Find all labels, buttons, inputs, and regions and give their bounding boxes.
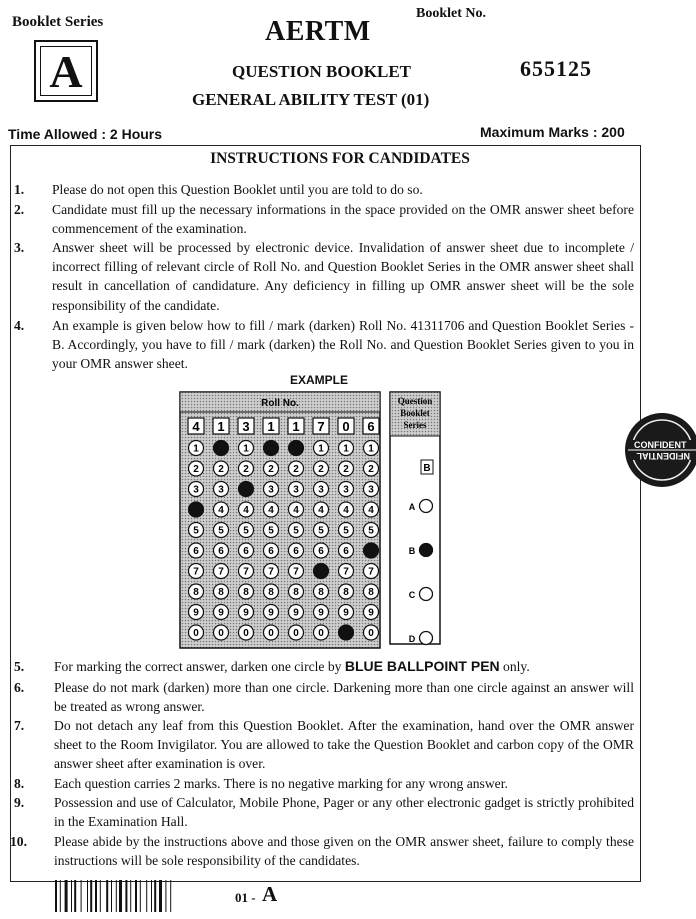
barcode-bar — [87, 880, 88, 912]
roll-bubble-filled — [264, 441, 279, 456]
roll-bubble-digit: 8 — [368, 587, 374, 598]
instruction-number: 2. — [14, 202, 25, 217]
roll-bubble-digit: 8 — [343, 587, 349, 598]
instruction-number: 6. — [14, 680, 25, 695]
instruction-text: Candidate must fill up the necessary informations in the space provided on the OMR answer sheet before commencement of the examination. — [52, 202, 634, 237]
roll-bubble-digit: 5 — [268, 525, 274, 537]
series-option-label: B — [408, 546, 416, 556]
roll-bubble-digit: 2 — [368, 464, 374, 475]
roll-digit: 1 — [267, 419, 275, 434]
booklet-series-label: Booklet Series — [12, 14, 104, 30]
roll-bubble-digit: 6 — [268, 546, 274, 557]
barcode-bar — [140, 880, 141, 912]
roll-bubble-digit: 4 — [293, 505, 299, 516]
roll-bubble-digit: 2 — [218, 464, 224, 475]
roll-bubble-digit: 1 — [368, 443, 374, 455]
roll-bubble-digit: 7 — [293, 566, 299, 578]
roll-digit: 4 — [192, 419, 200, 434]
roll-bubble-digit: 3 — [368, 484, 374, 496]
footer-code-letter: A — [262, 882, 278, 906]
roll-bubble-digit: 6 — [218, 546, 224, 557]
barcode-bar — [135, 880, 137, 912]
booklet-number: 655125 — [520, 56, 592, 81]
barcode-bar — [95, 880, 97, 912]
series-bubble-filled — [420, 544, 433, 557]
roll-bubble-digit: 1 — [318, 443, 324, 455]
barcode-bar — [170, 880, 171, 912]
roll-bubble-digit: 2 — [318, 464, 324, 475]
instruction-emphasis: BLUE BALLPOINT PEN — [344, 658, 500, 674]
instruction-number: 8. — [14, 776, 25, 791]
booklet-series-value: A — [40, 46, 92, 96]
series-option-label: C — [408, 590, 416, 600]
roll-bubble-filled — [339, 625, 354, 640]
roll-bubble-digit: 9 — [293, 607, 299, 619]
roll-column — [213, 418, 229, 640]
roll-bubble-digit: 6 — [243, 546, 249, 557]
roll-bubble-digit: 7 — [243, 566, 249, 578]
roll-bubble-digit: 4 — [268, 505, 274, 516]
barcode-bar — [119, 880, 122, 912]
exam-title: AERTM — [265, 16, 371, 47]
roll-bubble-digit: 5 — [368, 525, 374, 537]
roll-bubble-digit: 0 — [218, 628, 224, 639]
barcode-bar — [74, 880, 76, 912]
roll-bubble-digit: 2 — [193, 464, 199, 475]
roll-bubble-digit: 5 — [243, 525, 249, 537]
roll-bubble-digit: 9 — [318, 607, 324, 619]
roll-bubble-digit: 7 — [343, 566, 349, 578]
barcode-bar — [111, 880, 112, 912]
roll-bubble-digit: 5 — [193, 525, 199, 537]
roll-digit: 6 — [367, 419, 375, 434]
barcode-icon — [55, 880, 225, 912]
roll-bubble-digit: 4 — [218, 505, 224, 516]
roll-bubble-digit: 7 — [218, 566, 224, 578]
instruction-number: 10. — [10, 834, 27, 849]
series-header-line-1: Question — [397, 396, 433, 406]
instruction-text: Each question carries 2 marks. There is no negative marking for any wrong answer. — [54, 776, 508, 791]
roll-bubble-digit: 4 — [368, 505, 374, 516]
roll-bubble-filled — [364, 543, 379, 558]
instruction-text: Possession and use of Calculator, Mobile Phone, Pager or any other electronic gadget is strictly prohibited in the Examination Hall. — [54, 795, 634, 830]
roll-bubble-filled — [289, 441, 304, 456]
instruction-number: 3. — [14, 240, 25, 255]
roll-bubble-digit: 9 — [343, 607, 349, 619]
roll-bubble-filled — [239, 482, 254, 497]
barcode-bar — [146, 880, 147, 912]
roll-column — [238, 418, 254, 640]
instruction-text: An example is given below how to fill / mark (darken) Roll No. 41311706 and Question Booklet Series - B. Accordingly, you have to fill / mark (darken) the Roll No. and Question Booklet Series given to you in your OMR answer sheet. — [52, 318, 634, 372]
roll-column — [263, 418, 279, 640]
series-value: B — [423, 463, 431, 474]
barcode-bar — [125, 880, 127, 912]
barcode-bar — [159, 880, 162, 912]
series-header-line-3: Series — [403, 420, 427, 430]
roll-bubble-digit: 4 — [318, 505, 324, 516]
roll-bubble-digit: 0 — [193, 628, 199, 639]
barcode-bar — [60, 880, 61, 912]
booklet-series-box — [34, 40, 98, 102]
roll-bubble-digit: 5 — [318, 525, 324, 537]
series-option-label: A — [408, 502, 416, 512]
instruction-number: 5. — [14, 659, 25, 674]
roll-bubble-digit: 0 — [243, 628, 249, 639]
series-bubble — [420, 500, 433, 513]
instruction-text-part: only. — [499, 659, 530, 674]
roll-bubble-digit: 3 — [268, 484, 274, 496]
roll-no-grid — [180, 392, 380, 648]
roll-digit: 1 — [217, 419, 225, 434]
instruction-text: Answer sheet will be processed by electronic device. Invalidation of answer sheet due to incomplete / incorrect filling of relevant circle of Roll No. and Question Booklet Series in the OMR answer sheet shall result in cancellation of candidature. Any deficiency in filling up OMR answer sheet will be the sole responsibility of the candidate. — [52, 240, 634, 313]
roll-bubble-digit: 8 — [268, 587, 274, 598]
series-bubble — [420, 632, 433, 645]
instruction-text: Please abide by the instructions above and those given on the OMR answer sheet, failure to comply these instructions will be sole responsibility of the candidates. — [54, 834, 634, 869]
roll-bubble-digit: 2 — [293, 464, 299, 475]
roll-bubble-digit: 2 — [243, 464, 249, 475]
roll-bubble-digit: 9 — [193, 607, 199, 619]
roll-bubble-digit: 0 — [318, 628, 324, 639]
roll-bubble-digit: 1 — [343, 443, 349, 455]
example-label: EXAMPLE — [290, 373, 349, 387]
barcode-bar — [100, 880, 101, 912]
barcode-bar — [130, 880, 131, 912]
roll-bubble-digit: 3 — [318, 484, 324, 496]
roll-bubble-digit: 6 — [343, 546, 349, 557]
roll-bubble-digit: 8 — [318, 587, 324, 598]
barcode-bar — [106, 880, 108, 912]
roll-bubble-digit: 7 — [268, 566, 274, 578]
barcode-bar — [55, 880, 57, 912]
roll-bubble-filled — [189, 502, 204, 517]
roll-bubble-digit: 1 — [243, 443, 249, 455]
instruction-text: Please do not mark (darken) more than one circle. Darkening more than one circle against an answer will be treated as wrong answer. — [54, 680, 634, 715]
footer-code-number: 01 - — [235, 890, 256, 905]
maximum-marks: Maximum Marks : 200 — [480, 124, 625, 140]
roll-bubble-digit: 9 — [218, 607, 224, 619]
omr-example-figure — [178, 388, 442, 652]
roll-bubble-digit: 8 — [243, 587, 249, 598]
roll-digit: 0 — [342, 419, 350, 434]
roll-bubble-digit: 8 — [218, 587, 224, 598]
barcode-bar — [165, 880, 166, 912]
test-name: GENERAL ABILITY TEST (01) — [192, 90, 430, 109]
series-option-label: D — [408, 634, 416, 644]
roll-bubble-digit: 6 — [318, 546, 324, 557]
roll-bubble-digit: 0 — [293, 628, 299, 639]
roll-bubble-digit: 8 — [193, 587, 199, 598]
roll-digit: 7 — [317, 419, 325, 434]
instruction-text: Do not detach any leaf from this Question Booklet. After the examination, hand over the OMR answer sheet to the Room Invigilator. You are allowed to take the Question Booklet and carbon copy of the OMR answer sheet after examination is over. — [54, 718, 634, 772]
roll-bubble-digit: 0 — [368, 628, 374, 639]
roll-bubble-digit: 4 — [343, 505, 349, 516]
barcode-bar — [90, 880, 92, 912]
roll-bubble-digit: 7 — [193, 566, 199, 578]
roll-bubble-digit: 9 — [268, 607, 274, 619]
roll-digit: 3 — [242, 419, 250, 434]
booklet-type: QUESTION BOOKLET — [232, 62, 412, 81]
barcode-bar — [71, 880, 72, 912]
barcode-bar — [116, 880, 117, 912]
roll-column — [288, 418, 304, 640]
roll-bubble-digit: 3 — [218, 484, 224, 496]
barcode-bar — [154, 880, 156, 912]
instruction-number: 7. — [14, 718, 25, 733]
roll-bubble-digit: 7 — [368, 566, 374, 578]
series-column — [390, 392, 440, 645]
barcode-bar — [65, 880, 68, 912]
roll-column — [363, 418, 379, 640]
roll-bubble-filled — [214, 441, 229, 456]
roll-digit: 1 — [292, 419, 300, 434]
instruction-text-part: For marking the correct answer, darken one circle by — [54, 659, 345, 674]
instructions-heading: INSTRUCTIONS FOR CANDIDATES — [210, 150, 470, 167]
barcode-bar — [151, 880, 152, 912]
roll-bubble-filled — [314, 564, 329, 579]
roll-bubble-digit: 3 — [293, 484, 299, 496]
series-header-line-2: Booklet — [400, 408, 430, 418]
roll-bubble-digit: 5 — [343, 525, 349, 537]
roll-bubble-digit: 8 — [293, 587, 299, 598]
roll-bubble-digit: 6 — [193, 546, 199, 557]
roll-no-header: Roll No. — [261, 398, 299, 409]
series-bubble — [420, 588, 433, 601]
roll-bubble-digit: 2 — [343, 464, 349, 475]
time-allowed: Time Allowed : 2 Hours — [8, 126, 163, 142]
roll-column — [313, 418, 329, 640]
roll-column — [338, 418, 354, 640]
roll-bubble-digit: 9 — [243, 607, 249, 619]
seal-text-bottom: NFIDENTIAL — [636, 451, 690, 461]
roll-bubble-digit: 0 — [268, 628, 274, 639]
roll-column — [188, 418, 204, 640]
seal-text-top: CONFIDENT — [634, 440, 687, 450]
roll-bubble-digit: 5 — [293, 525, 299, 537]
roll-bubble-digit: 4 — [243, 505, 249, 516]
booklet-no-label: Booklet No. — [416, 6, 486, 21]
roll-bubble-digit: 6 — [293, 546, 299, 557]
instruction-text: Please do not open this Question Booklet until you are told to do so. — [52, 182, 423, 197]
confidential-seal — [622, 410, 696, 490]
instruction-text — [54, 657, 634, 676]
instruction-number: 1. — [14, 182, 25, 197]
roll-bubble-digit: 2 — [268, 464, 274, 475]
barcode-bar — [81, 880, 82, 912]
instruction-number: 9. — [14, 795, 25, 810]
instruction-number: 4. — [14, 318, 25, 333]
roll-bubble-digit: 9 — [368, 607, 374, 619]
roll-bubble-digit: 1 — [193, 443, 199, 455]
roll-bubble-digit: 5 — [218, 525, 224, 537]
roll-bubble-digit: 3 — [343, 484, 349, 496]
roll-bubble-digit: 3 — [193, 484, 199, 496]
